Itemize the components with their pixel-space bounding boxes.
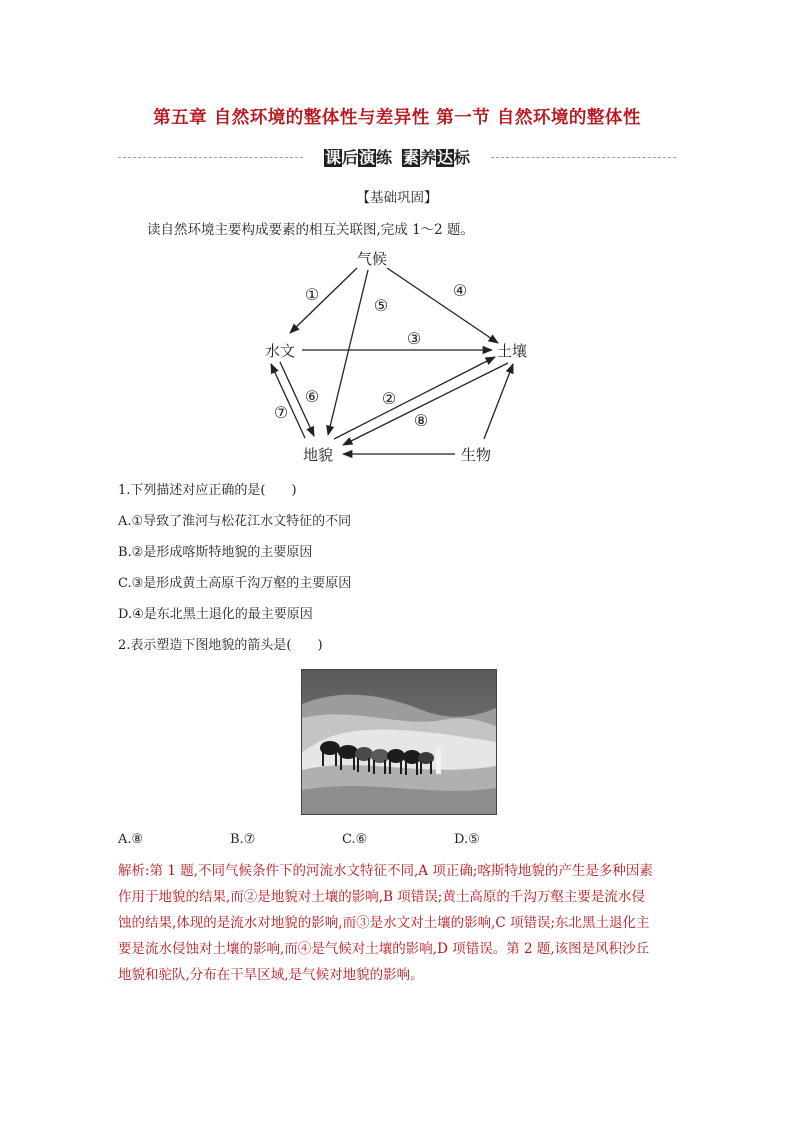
banner-char: 后 [341,148,358,167]
arrow-7 [271,364,305,438]
environment-relation-diagram [250,240,550,470]
banner-divider-left [118,157,303,158]
banner-char-box: 达 [437,148,454,167]
label-arrow-3: ③ [406,329,422,348]
question-2-option-c: C.⑥ [342,832,368,847]
banner-char: 练 [375,148,392,167]
question-2-stem: 2.表示塑造下图地貌的箭头是( ) [118,638,323,653]
node-climate: 气候 [356,250,388,268]
node-hydrology: 水文 [264,342,296,360]
banner-label [308,146,486,170]
section-heading: 【基础巩固】 [356,190,438,206]
label-arrow-2: ② [381,389,397,408]
banner-char: 标 [454,148,471,167]
question-2-option-a: A.⑧ [118,832,144,847]
label-arrow-8: ⑧ [413,411,429,430]
node-biology: 生物 [460,446,492,464]
question-1-stem: 1.下列描述对应正确的是( ) [118,483,297,498]
question-1-option-a: A.①导致了淮河与松花江水文特征的不同 [118,514,352,529]
analysis-line: 解析:第 1 题,不同气候条件下的河流水文特征不同,A 项正确;喀斯特地貌的产生是多种因素 [118,863,653,879]
desert-camel-photo [301,669,497,815]
analysis-line: 作用于地貌的结果,而②是地貌对土壤的影响,B 项错误;黄土高原的千沟万壑主要是流水侵 [118,889,645,905]
analysis-line: 蚀的结果,体现的是流水对地貌的影响,而③是水文对土壤的影响,C 项错误;东北黑土退化主 [118,915,650,931]
node-soil: 土壤 [496,342,528,360]
banner-char-box: 素 [403,148,420,167]
chapter-title: 第五章 自然环境的整体性与差异性 第一节 自然环境的整体性 [153,108,641,128]
banner-divider-right [491,157,676,158]
question-2-option-b: B.⑦ [230,832,256,847]
section-banner [118,146,676,170]
arrow-4 [387,268,498,343]
node-landform: 地貌 [302,446,334,464]
analysis-line: 地貌和驼队,分布在干旱区域,是气候对地貌的影响。 [118,967,424,983]
label-arrow-7: ⑦ [273,403,289,422]
analysis-line: 要是流水侵蚀对土壤的影响,而④是气候对土壤的影响,D 项错误。第 2 题,该图是风积沙丘 [118,941,650,957]
answer-analysis [118,858,683,988]
banner-char: 养 [420,148,437,167]
banner-char-box: 演 [358,148,375,167]
question-2-option-d: D.⑤ [454,832,480,847]
label-arrow-5: ⑤ [373,296,389,315]
label-arrow-1: ① [304,285,320,304]
arrow-biology-soil [484,364,513,439]
label-arrow-4: ④ [452,281,468,300]
arrow-5 [328,270,368,435]
question-1-option-c: C.③是形成黄土高原千沟万壑的主要原因 [118,576,352,591]
arrow-1 [290,268,357,333]
question-1-option-b: B.②是形成喀斯特地貌的主要原因 [118,545,313,560]
label-arrow-6: ⑥ [304,387,320,406]
question-1-option-d: D.④是东北黑土退化的最主要原因 [118,607,313,622]
question-intro: 读自然环境主要构成要素的相互关联图,完成 1～2 题。 [147,222,475,238]
arrow-8 [343,363,508,445]
banner-char-box: 课 [324,148,341,167]
